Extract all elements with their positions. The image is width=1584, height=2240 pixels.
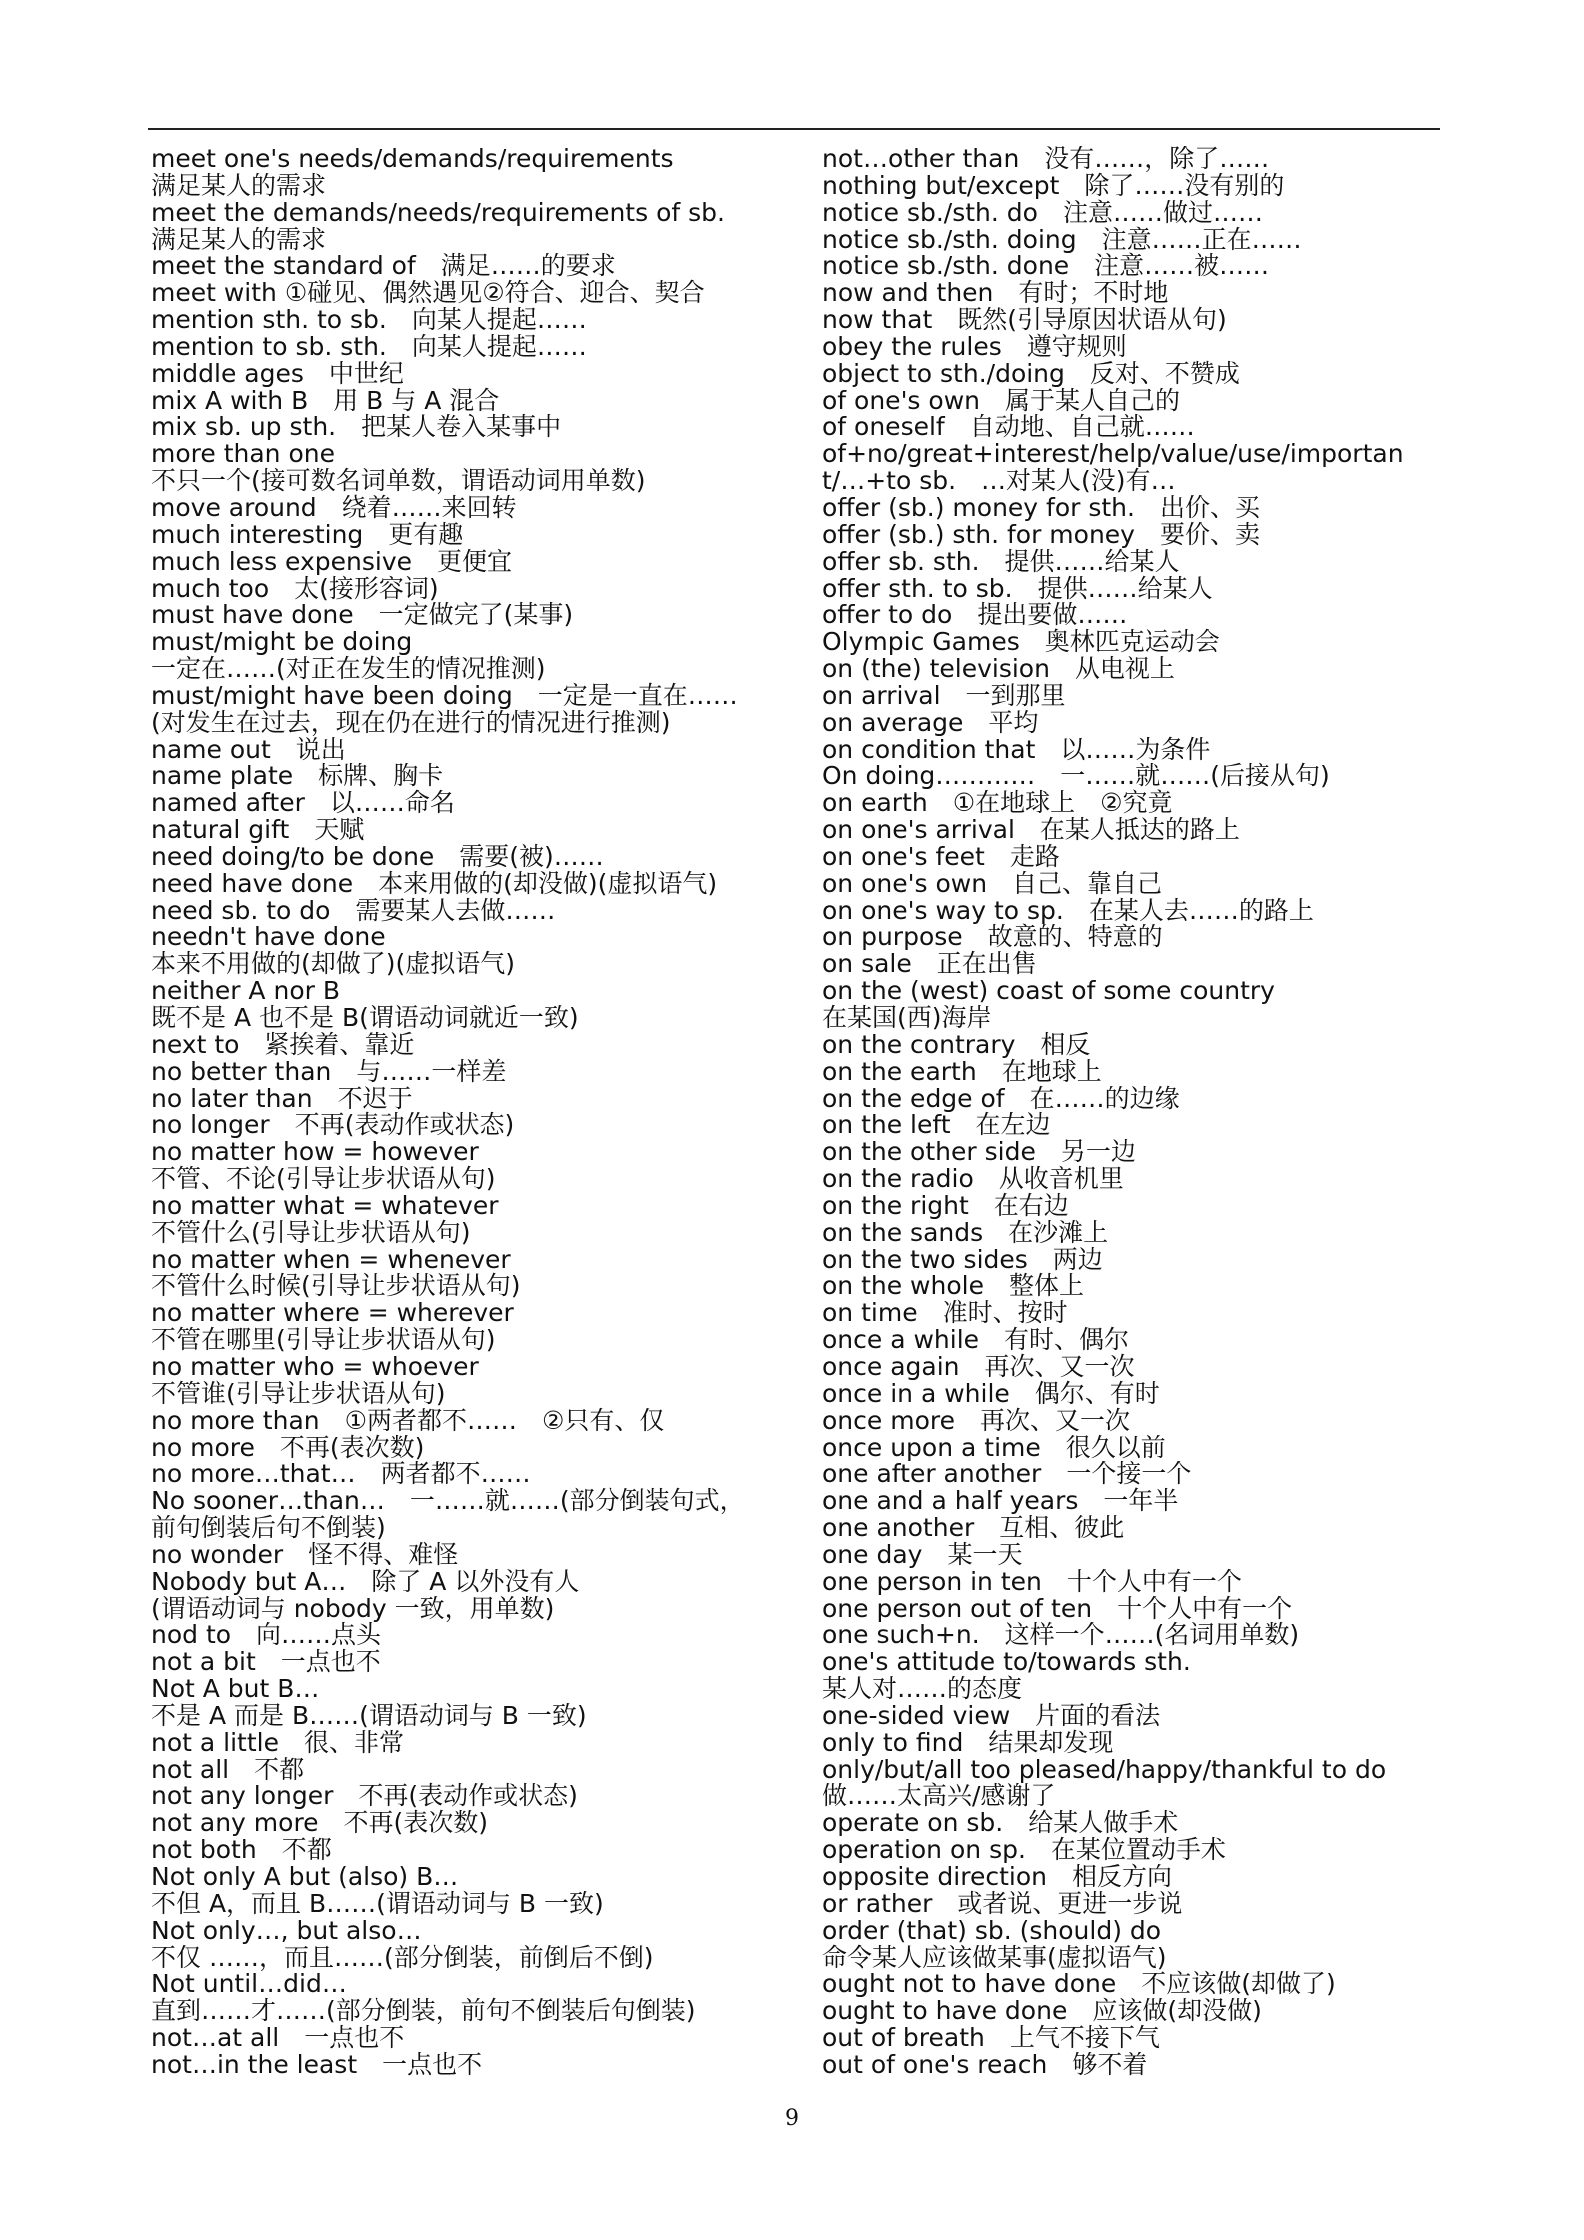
phrase-line: on the edge of 在……的边缘 [822,1083,1180,1113]
phrase-line: 不管、不论(引导让步状语从句) [151,1164,496,1194]
phrase-line: one day 某一天 [822,1539,1023,1569]
phrase-line: on the two sides 两边 [822,1244,1103,1274]
phrase-line: on purpose 故意的、特意的 [822,922,1163,952]
phrase-line: no matter how = however [151,1137,479,1167]
phrase-line: on arrival 一到那里 [822,680,1066,710]
phrase-line: on the earth 在地球上 [822,1056,1102,1086]
phrase-line: much too 太(接形容词) [151,573,439,603]
phrase-line: on the right 在右边 [822,1190,1069,1220]
phrase-line: Olympic Games 奥林匹克运动会 [822,627,1220,657]
phrase-line: need doing/to be done 需要(被)…… [151,841,604,871]
phrase-line: offer to do 提出要做…… [822,600,1128,630]
phrase-line: notice sb./sth. done 注意……被…… [822,251,1270,281]
phrase-line: no more than ①两者都不…… ②只有、仅 [151,1405,665,1435]
phrase-line: once a while 有时、偶尔 [822,1325,1130,1355]
phrase-line: 不管在哪里(引导让步状语从句) [151,1325,496,1355]
phrase-line: operate on sb. 给某人做手术 [822,1808,1179,1838]
phrase-line: notice sb./sth. doing 注意……正在…… [822,224,1302,254]
phrase-line: one another 互相、彼此 [822,1513,1125,1543]
phrase-line: one after another 一个接一个 [822,1459,1192,1489]
phrase-line: Nobody but A… 除了 A 以外没有人 [151,1566,580,1596]
phrase-line: one and a half years 一年半 [822,1486,1179,1516]
phrase-line: on the other side 另一边 [822,1137,1136,1167]
phrase-line: not…in the least 一点也不 [151,2049,483,2079]
phrase-line: more than one [151,439,335,469]
phrase-line: on one's arrival 在某人抵达的路上 [822,815,1240,845]
phrase-line: mix A with B 用 B 与 A 混合 [151,385,500,415]
phrase-line: middle ages 中世纪 [151,358,404,388]
phrase-line: 在某国(西)海岸 [822,1003,992,1032]
phrase-line: no wonder 怪不得、难怪 [151,1539,459,1569]
phrase-line: no matter who = whoever [151,1351,479,1381]
phrase-line: on one's own 自己、靠自己 [822,868,1163,898]
phrase-line: offer sth. to sb. 提供……给某人 [822,573,1213,603]
phrase-line: much less expensive 更便宜 [151,546,513,576]
phrase-line: meet one's needs/demands/requirements [151,146,674,173]
phrase-line: offer (sb.) sth. for money 要价、卖 [822,519,1260,549]
phrase-line: neither A nor B [151,976,340,1006]
phrase-line: 不是 A 而是 B……(谓语动词与 B 一致) [151,1700,587,1730]
phrase-line: once again 再次、又一次 [822,1351,1135,1381]
phrase-line: move around 绕着……来回转 [151,492,517,522]
phrase-line: need sb. to do 需要某人去做…… [151,895,556,925]
phrase-line: nod to 向……点头 [151,1620,382,1650]
phrase-line: no more…that… 两者都不…… [151,1459,531,1489]
phrase-line: 本来不用做的(却做了)(虚拟语气) [151,949,516,979]
phrase-line: opposite direction 相反方向 [822,1862,1172,1891]
phrase-line: no matter when = whenever [151,1244,511,1274]
phrase-line: one person in ten 十个人中有一个 [822,1566,1242,1596]
phrase-line: need have done 本来用做的(却没做)(虚拟语气) [151,868,718,898]
phrase-line: 前句倒装后句不倒装) [151,1513,386,1543]
phrase-line: ought not to have done 不应该做(却做了) [822,1969,1336,1999]
phrase-line: of one's own 属于某人自己的 [822,385,1180,415]
phrase-line: once more 再次、又一次 [822,1405,1130,1435]
phrase-line: no later than 不迟于 [151,1083,413,1113]
phrase-line: name out 说出 [151,734,346,764]
phrase-line: one-sided view 片面的看法 [822,1700,1161,1730]
phrase-line: natural gift 天赋 [151,815,365,845]
phrase-line: must/might have been doing 一定是一直在…… [151,680,738,710]
phrase-line: 命令某人应该做某事(虚拟语气) [822,1942,1167,1972]
phrase-line: now that 既然(引导原因状语从句) [822,305,1227,335]
phrase-line: not…at all 一点也不 [151,2023,405,2053]
phrase-line: No sooner…than… 一……就……(部分倒装句式， [151,1486,745,1516]
phrase-line: meet the demands/needs/requirements of sb. [151,197,725,227]
phrase-line: (对发生在过去，现在仍在进行的情况进行推测) [151,707,671,737]
phrase-line: 不只一个(接可数名词单数，谓语动词用单数) [151,466,646,496]
phrase-line: 不管什么(引导让步状语从句) [151,1217,471,1247]
phrase-line: 直到……才……(部分倒装，前句不倒装后句倒装) [151,1996,696,2026]
phrase-line: 不但 A，而且 B……(谓语动词与 B 一致) [151,1888,604,1918]
phrase-line: (谓语动词与 nobody 一致，用单数) [151,1593,555,1623]
phrase-line: 一定在……(对正在发生的情况推测) [151,654,546,684]
phrase-line: only to find 结果却发现 [822,1727,1114,1757]
phrase-line: Not only…, but also… [151,1915,422,1945]
phrase-line: now and then 有时；不时地 [822,278,1169,308]
phrase-line: offer (sb.) money for sth. 出价、买 [822,492,1260,522]
phrase-line: on (the) television 从电视上 [822,654,1175,684]
left-column [151,146,801,2079]
phrase-line: obey the rules 遵守规则 [822,331,1127,361]
phrase-line: out of breath 上气不接下气 [822,2023,1160,2053]
phrase-line: not a little 很、非常 [151,1727,404,1757]
phrase-line: not all 不都 [151,1754,305,1784]
phrase-line: 满足某人的需求 [151,170,327,200]
phrase-line: of oneself 自动地、自己就…… [822,412,1195,442]
phrase-line: nothing but/except 除了……没有别的 [822,170,1285,200]
phrase-line: mix sb. up sth. 把某人卷入某事中 [151,412,562,442]
phrase-line: 不管什么时候(引导让步状语从句) [151,1271,521,1301]
phrase-line: on average 平均 [822,707,1039,737]
phrase-line: not any more 不再(表次数) [151,1808,489,1838]
phrase-line: not both 不都 [151,1835,332,1865]
phrase-line: on sale 正在出售 [822,949,1037,979]
phrase-line: t/…+to sb. …对某人(没)有… [822,466,1176,496]
phrase-line: 满足某人的需求 [151,224,327,254]
phrase-line: or rather 或者说、更进一步说 [822,1888,1183,1918]
phrase-line: out of one's reach 够不着 [822,2049,1148,2079]
phrase-line: on one's feet 走路 [822,841,1060,871]
phrase-line: on one's way to sp. 在某人去……的路上 [822,895,1314,925]
phrase-line: named after 以……命名 [151,788,455,818]
phrase-line: on the left 在左边 [822,1110,1051,1140]
phrase-line: on the (west) coast of some country [822,976,1275,1006]
phrase-line: no longer 不再(表动作或状态) [151,1110,515,1140]
phrase-line: order (that) sb. (should) do [822,1915,1162,1945]
phrase-line: name plate 标牌、胸卡 [151,761,444,791]
phrase-line: not a bit 一点也不 [151,1647,381,1677]
phrase-line: On doing………… 一……就……(后接从句) [822,761,1330,791]
phrase-line: on the radio 从收音机里 [822,1164,1124,1194]
phrase-line: notice sb./sth. do 注意……做过…… [822,197,1263,227]
phrase-line: must have done 一定做完了(某事) [151,600,574,630]
header-rule [148,128,1440,130]
phrase-line: once upon a time 很久以前 [822,1432,1166,1462]
phrase-line: operation on sp. 在某位置动手术 [822,1835,1226,1865]
phrase-line: meet the standard of 满足……的要求 [151,251,616,281]
phrase-line: Not until…did… [151,1969,347,1999]
phrase-line: needn't have done [151,922,386,952]
phrase-line: on time 准时、按时 [822,1298,1068,1328]
phrase-line: once in a while 偶尔、有时 [822,1378,1160,1408]
phrase-line: next to 紧挨着、靠近 [151,1029,415,1059]
phrase-line: must/might be doing [151,627,413,657]
phrase-line: no more 不再(表次数) [151,1432,425,1462]
phrase-line: no matter what = whatever [151,1190,499,1220]
right-column [822,146,1452,2079]
phrase-line: 不管谁(引导让步状语从句) [151,1378,446,1408]
phrase-line: mention sth. to sb. 向某人提起…… [151,305,587,335]
phrase-line: Not only A but (also) B… [151,1862,459,1891]
phrase-line: no matter where = wherever [151,1298,514,1328]
phrase-line: on condition that 以……为条件 [822,734,1211,764]
phrase-line: of+no/great+interest/help/value/use/importan [822,439,1404,469]
page-number: 9 [785,2106,799,2131]
phrase-line: one person out of ten 十个人中有一个 [822,1593,1293,1623]
phrase-line: 既不是 A 也不是 B(谓语动词就近一致) [151,1003,579,1032]
phrase-line: 做……太高兴/感谢了 [822,1781,1056,1811]
phrase-line: one's attitude to/towards sth. [822,1647,1191,1677]
phrase-line: meet with ①碰见、偶然遇见②符合、迎合、契合 [151,278,705,308]
phrase-line: Not A but B… [151,1674,320,1704]
phrase-line: no better than 与……一样差 [151,1056,507,1086]
phrase-line: offer sb. sth. 提供……给某人 [822,546,1180,576]
phrase-line: on the whole 整体上 [822,1271,1084,1301]
phrase-line: one such+n. 这样一个……(名词用单数) [822,1620,1300,1650]
phrase-line: 某人对……的态度 [822,1674,1023,1704]
phrase-line: on the contrary 相反 [822,1029,1091,1059]
phrase-line: mention to sb. sth. 向某人提起…… [151,331,587,361]
phrase-line: object to sth./doing 反对、不赞成 [822,358,1240,388]
phrase-line: on the sands 在沙滩上 [822,1217,1109,1247]
phrase-line: only/but/all too pleased/happy/thankful to do [822,1754,1387,1784]
phrase-line: not any longer 不再(表动作或状态) [151,1781,578,1811]
phrase-line: not…other than 没有……，除了…… [822,146,1270,173]
phrase-line: on earth ①在地球上 ②究竟 [822,788,1173,818]
phrase-line: 不仅 ……，而且……(部分倒装，前倒后不倒) [151,1942,654,1972]
phrase-line: ought to have done 应该做(却没做) [822,1996,1262,2026]
phrase-line: much interesting 更有趣 [151,519,464,549]
